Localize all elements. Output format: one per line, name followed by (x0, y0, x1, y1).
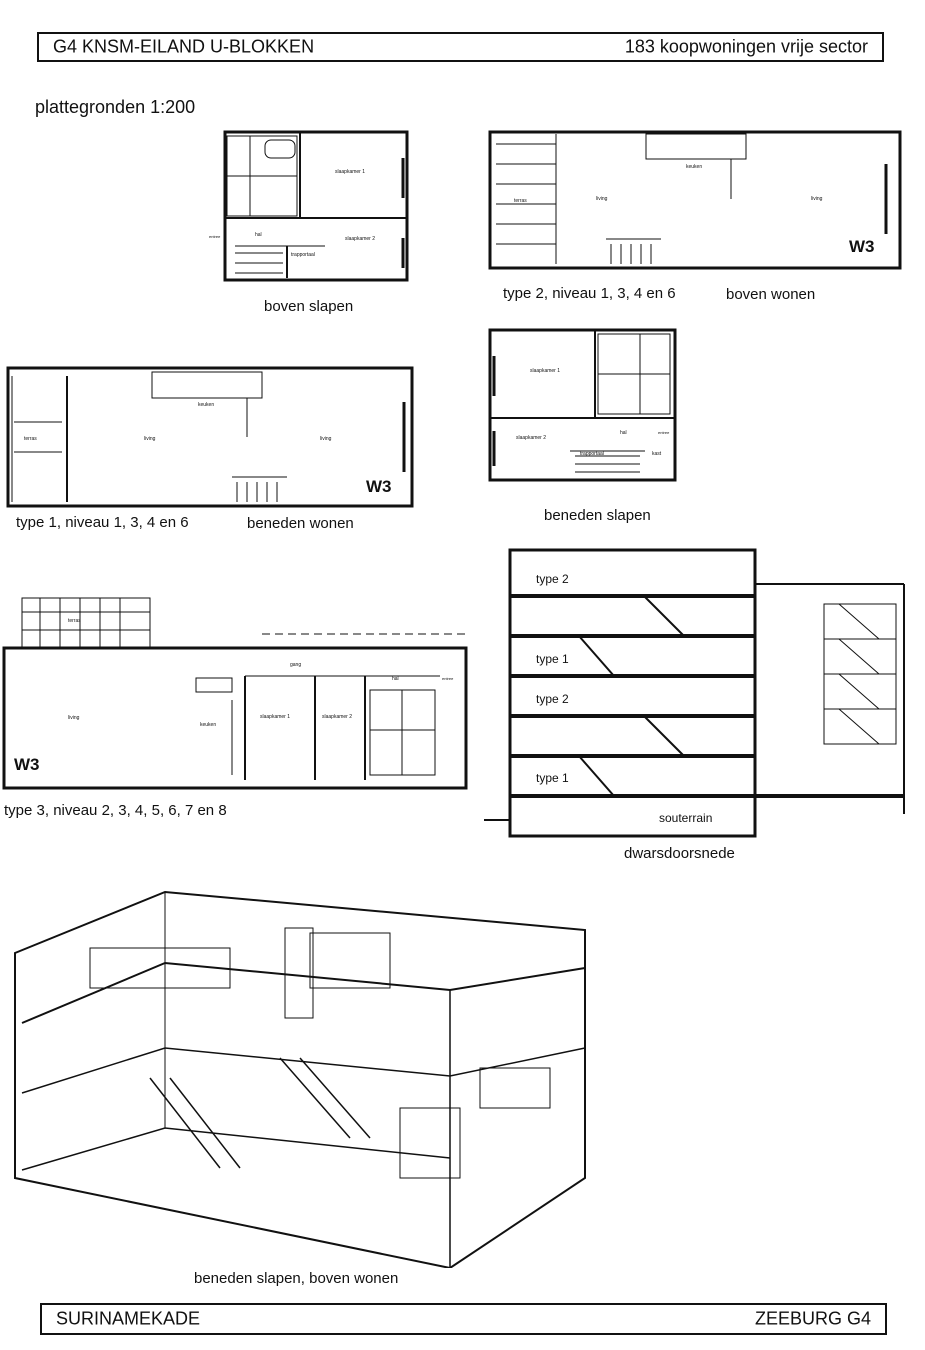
footer-right-label: ZEEBURG G4 (754, 1308, 871, 1329)
caption-type1: type 1, niveau 1, 3, 4 en 6 (16, 514, 189, 531)
room-label-living-5: living (68, 715, 80, 721)
room-label-living: living (596, 196, 608, 202)
room-label-entree-c: entree (442, 676, 454, 681)
caption-isometric: beneden slapen, boven wonen (194, 1270, 399, 1287)
room-label-gang: gang (290, 662, 302, 668)
room-label-slaapkamer-1b: slaapkamer 1 (530, 368, 561, 374)
room-label-hal-c: hal (392, 676, 399, 682)
project-subtitle: 183 koopwoningen vrije sector (624, 36, 868, 57)
caption-type3: type 3, niveau 2, 3, 4, 5, 6, 7 en 8 (4, 802, 227, 819)
section-souterrain: souterrain (659, 811, 713, 825)
footer-left-label: SURINAMEKADE (56, 1308, 201, 1329)
w3-tag-3: W3 (14, 755, 40, 774)
caption-boven-slapen: boven slapen (264, 298, 354, 315)
room-label-keuken-2: keuken (198, 402, 215, 408)
section-level-1: type 2 (536, 572, 569, 586)
plan-beneden-slapen (480, 326, 685, 486)
room-label-entree-b: entree (658, 430, 670, 435)
scale-label: plattegronden 1:200 (35, 97, 196, 117)
room-label-slaapkamer-1: slaapkamer 1 (335, 169, 366, 175)
room-label-living-3: living (144, 436, 156, 442)
caption-beneden-wonen: beneden wonen (247, 515, 354, 532)
room-label-entree: entree (209, 234, 221, 239)
section-level-2: type 1 (536, 652, 569, 666)
room-label-living-2: living (811, 196, 823, 202)
room-label-hal-b: hal (620, 430, 627, 436)
isometric-drawing (10, 878, 600, 1268)
plan-type2-boven-wonen (486, 124, 906, 276)
caption-type2: type 2, niveau 1, 3, 4 en 6 (503, 285, 676, 302)
room-label-keuken-3: keuken (200, 722, 217, 728)
section-level-3: type 2 (536, 692, 569, 706)
caption-dwarsdoorsnede: dwarsdoorsnede (624, 845, 735, 862)
footer-bar (40, 1303, 887, 1335)
room-label-terras-2: terras (24, 436, 37, 442)
room-label-slaapkamer-2c: slaapkamer 2 (322, 714, 353, 720)
room-label-keuken: keuken (686, 164, 703, 170)
w3-tag-2: W3 (366, 477, 392, 496)
room-label-trapportaal-b: trapportaal (580, 451, 604, 457)
room-label-slaapkamer-2: slaapkamer 2 (345, 236, 376, 242)
header-bar (37, 32, 884, 62)
section-drawing (484, 544, 914, 839)
room-label-terras: terras (514, 198, 527, 204)
room-label-trapportaal: trapportaal (291, 252, 315, 258)
plan-type3 (0, 590, 470, 795)
room-label-slaapkamer-2b: slaapkamer 2 (516, 435, 547, 441)
room-label-kast: kast (652, 451, 662, 457)
room-label-terras-3: terras (68, 618, 81, 624)
room-label-slaapkamer-1c: slaapkamer 1 (260, 714, 291, 720)
caption-boven-wonen: boven wonen (726, 286, 816, 303)
plan-boven-slapen (205, 128, 420, 286)
room-label-living-4: living (320, 436, 332, 442)
plan-type1-beneden-wonen (2, 362, 418, 512)
room-label-hal: hal (255, 232, 262, 238)
caption-beneden-slapen: beneden slapen (544, 507, 651, 524)
w3-tag: W3 (849, 237, 875, 256)
project-title: G4 KNSM-EILAND U-BLOKKEN (53, 36, 315, 57)
section-level-4: type 1 (536, 771, 569, 785)
